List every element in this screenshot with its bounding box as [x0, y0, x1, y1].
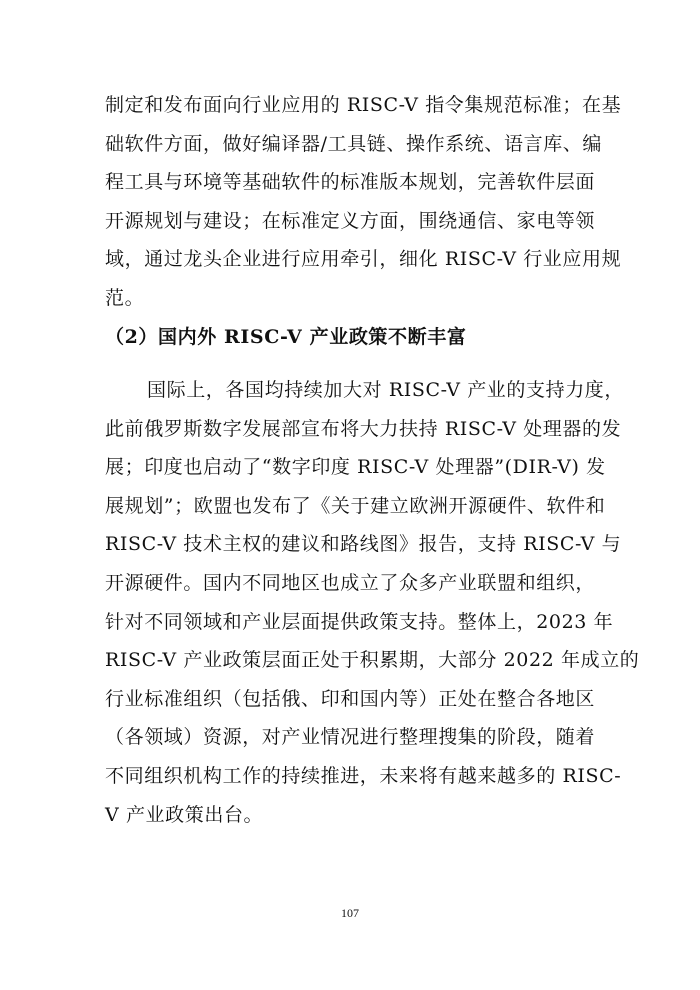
paragraph-line: 开源规划与建设；在标准定义方面，围绕通信、家电等领	[105, 209, 596, 232]
paragraph-policy	[105, 371, 640, 834]
section-heading: （2）国内外 RISC-V 产业政策不断丰富	[105, 326, 467, 348]
paragraph-standards	[105, 86, 622, 318]
page-number: 107	[341, 906, 359, 920]
paragraph-line: 行业标准组织（包括俄、印和国内等）正处在整合各地区	[105, 687, 596, 710]
paragraph-line: 展；印度也启动了“数字印度 RISC-V 处理器”(DIR-V) 发	[105, 456, 606, 479]
paragraph-line: 制定和发布面向行业应用的 RISC-V 指令集规范标准；在基	[105, 94, 622, 116]
paragraph-line: 国际上，各国均持续加大对 RISC-V 产业的支持力度，	[147, 379, 625, 401]
paragraph-line: 展规划”；欧盟也发布了《关于建立欧洲开源硬件、软件和	[105, 494, 606, 517]
paragraph-line: 不同组织机构工作的持续推进，未来将有越来越多的 RISC-	[105, 764, 622, 787]
paragraph-line: 域，通过龙头企业进行应用牵引，细化 RISC-V 行业应用规	[105, 248, 622, 271]
paragraph-line: V 产业政策出台。	[105, 803, 264, 826]
paragraph-line: RISC-V 技术主权的建议和路线图》报告，支持 RISC-V 与	[105, 533, 622, 556]
paragraph-line: 范。	[105, 286, 145, 309]
paragraph-line: 开源硬件。国内不同地区也成立了众多产业联盟和组织，	[105, 571, 596, 594]
paragraph-line: 础软件方面，做好编译器/工具链、操作系统、语言库、编	[105, 132, 603, 155]
paragraph-line: 程工具与环境等基础软件的标准版本规划，完善软件层面	[105, 171, 596, 194]
paragraph-line: （各领域）资源，对产业情况进行整理搜集的阶段，随着	[105, 726, 596, 749]
paragraph-line: 此前俄罗斯数字发展部宣布将大力扶持 RISC-V 处理器的发	[105, 417, 622, 440]
paragraph-line: 针对不同领域和产业层面提供政策支持。整体上，2023 年	[105, 610, 614, 633]
paragraph-line: RISC-V 产业政策层面正处于积累期，大部分 2022 年成立的	[105, 649, 640, 672]
